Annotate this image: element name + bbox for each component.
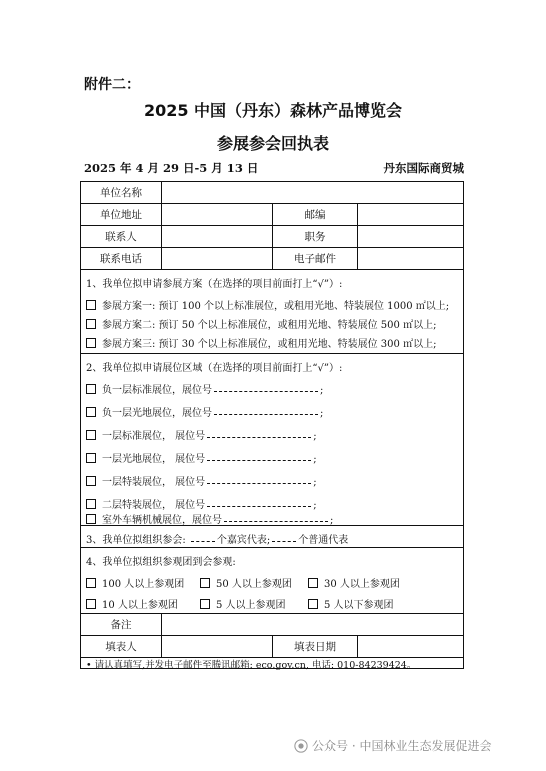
checkbox-icon[interactable] bbox=[86, 300, 96, 310]
row-unit-name bbox=[81, 182, 463, 204]
checkbox-icon[interactable] bbox=[86, 319, 96, 329]
checkbox-icon[interactable] bbox=[308, 578, 318, 588]
section1-heading: 1、我单位拟申请参展方案（在选择的项目前面打上“√”）: bbox=[86, 279, 343, 290]
input-unit-address[interactable] bbox=[161, 204, 272, 225]
guest-count-blank[interactable] bbox=[191, 534, 215, 542]
booth-number-blank[interactable] bbox=[207, 453, 311, 461]
input-postcode[interactable] bbox=[357, 204, 463, 225]
visit-option[interactable]: 5 人以上参观团 bbox=[200, 596, 286, 611]
checkbox-icon[interactable] bbox=[86, 453, 96, 463]
wechat-icon bbox=[294, 739, 308, 753]
label-fill-date: 填表日期 bbox=[272, 636, 357, 657]
checkbox-icon[interactable] bbox=[308, 599, 318, 609]
input-email[interactable] bbox=[357, 248, 463, 269]
booth-number-blank[interactable] bbox=[207, 476, 311, 484]
doc-subtitle: 参展参会回执表 bbox=[216, 134, 329, 153]
booth-number-blank[interactable] bbox=[224, 514, 328, 522]
booth-option-4[interactable]: 一层光地展位， 展位号 ; bbox=[86, 450, 317, 465]
checkbox-icon[interactable] bbox=[86, 578, 96, 588]
label-phone: 联系电话 bbox=[100, 253, 142, 265]
booth-option-3[interactable]: 一层标准展位， 展位号 ; bbox=[86, 427, 317, 442]
section-attendance bbox=[81, 526, 463, 548]
input-contact[interactable] bbox=[161, 226, 272, 247]
input-fill-date[interactable] bbox=[357, 636, 463, 657]
watermark-text: 公众号 · 中国林业生态发展促进会 bbox=[312, 739, 492, 753]
input-filler[interactable] bbox=[161, 636, 272, 657]
checkbox-icon[interactable] bbox=[86, 384, 96, 394]
label-position: 职务 bbox=[272, 226, 357, 247]
venue: 丹东国际商贸城 bbox=[383, 161, 464, 175]
row-filler bbox=[81, 636, 463, 658]
checkbox-icon[interactable] bbox=[86, 499, 96, 509]
checkbox-icon[interactable] bbox=[86, 599, 96, 609]
label-unit-name: 单位名称 bbox=[100, 187, 142, 199]
section2-heading: 2、我单位拟申请展位区域（在选择的项目前面打上“√”）: bbox=[86, 363, 343, 374]
footer-note: • 请认真填写,并发电子邮件至腾讯邮箱: eco.gov.cn, 电话: 010-84239424。 bbox=[86, 660, 417, 671]
row-address bbox=[81, 204, 463, 226]
booth-option-6[interactable]: 二层特装展位， 展位号 ; bbox=[86, 496, 317, 511]
input-position[interactable] bbox=[357, 226, 463, 247]
section4-heading: 4、我单位拟组织参观团到会参观: bbox=[86, 557, 236, 568]
label-remarks: 备注 bbox=[110, 619, 132, 631]
checkbox-icon[interactable] bbox=[86, 338, 96, 348]
input-phone[interactable] bbox=[161, 248, 272, 269]
visit-option[interactable]: 10 人以上参观团 bbox=[86, 596, 178, 611]
visit-option[interactable]: 100 人以上参观团 bbox=[86, 575, 184, 590]
checkbox-icon[interactable] bbox=[86, 407, 96, 417]
checkbox-icon[interactable] bbox=[86, 514, 96, 524]
label-unit-address: 单位地址 bbox=[100, 209, 142, 221]
row-phone bbox=[81, 248, 463, 270]
visit-option[interactable]: 30 人以上参观团 bbox=[308, 575, 400, 590]
visit-option[interactable]: 5 人以下参观团 bbox=[308, 596, 394, 611]
section-booth-area bbox=[81, 354, 463, 526]
label-email: 电子邮件 bbox=[272, 248, 357, 269]
booth-option-5[interactable]: 一层特装展位， 展位号 ; bbox=[86, 473, 317, 488]
checkbox-icon[interactable] bbox=[86, 430, 96, 440]
visit-option[interactable]: 50 人以上参观团 bbox=[200, 575, 292, 590]
input-remarks[interactable] bbox=[161, 614, 463, 635]
label-contact: 联系人 bbox=[105, 231, 137, 243]
label-postcode: 邮编 bbox=[272, 204, 357, 225]
doc-title: 2025 中国（丹东）森林产品博览会 bbox=[143, 101, 403, 120]
checkbox-icon[interactable] bbox=[86, 476, 96, 486]
watermark bbox=[294, 737, 491, 754]
section-exhibit-plan bbox=[81, 270, 463, 354]
plan-option-2[interactable]: 参展方案二: 预订 50 个以上标准展位，或租用光地、特装展位 500 ㎡以上; bbox=[86, 316, 436, 331]
regular-count-blank[interactable] bbox=[272, 534, 296, 542]
section-visit-group bbox=[81, 548, 463, 614]
checkbox-icon[interactable] bbox=[200, 578, 210, 588]
date-row bbox=[84, 160, 464, 176]
booth-option-1[interactable]: 负一层标准展位，展位号 ; bbox=[86, 381, 323, 396]
booth-number-blank[interactable] bbox=[214, 384, 318, 392]
plan-option-3[interactable]: 参展方案三: 预订 30 个以上标准展位，或租用光地、特装展位 300 ㎡以上; bbox=[86, 335, 436, 350]
booth-option-2[interactable]: 负一层光地展位，展位号 ; bbox=[86, 404, 323, 419]
input-unit-name[interactable] bbox=[161, 182, 463, 203]
row-remarks bbox=[81, 614, 463, 636]
date-range: 2025 年 4 月 29 日-5 月 13 日 bbox=[84, 161, 259, 175]
checkbox-icon[interactable] bbox=[200, 599, 210, 609]
registration-form bbox=[80, 181, 464, 669]
attachment-label: 附件二： bbox=[84, 77, 140, 93]
plan-option-1[interactable]: 参展方案一: 预订 100 个以上标准展位，或租用光地、特装展位 1000 ㎡以上; bbox=[86, 297, 449, 312]
booth-number-blank[interactable] bbox=[207, 430, 311, 438]
booth-number-blank[interactable] bbox=[214, 407, 318, 415]
section3-line: 3、我单位拟组织参会: 个嘉宾代表; 个普通代表 bbox=[86, 535, 349, 546]
booth-option-7-line[interactable]: 室外车辆机械展位，展位号 ; bbox=[86, 511, 333, 526]
row-footer-note bbox=[81, 658, 463, 670]
label-filler: 填表人 bbox=[105, 641, 137, 653]
row-contact bbox=[81, 226, 463, 248]
booth-number-blank[interactable] bbox=[207, 499, 311, 507]
